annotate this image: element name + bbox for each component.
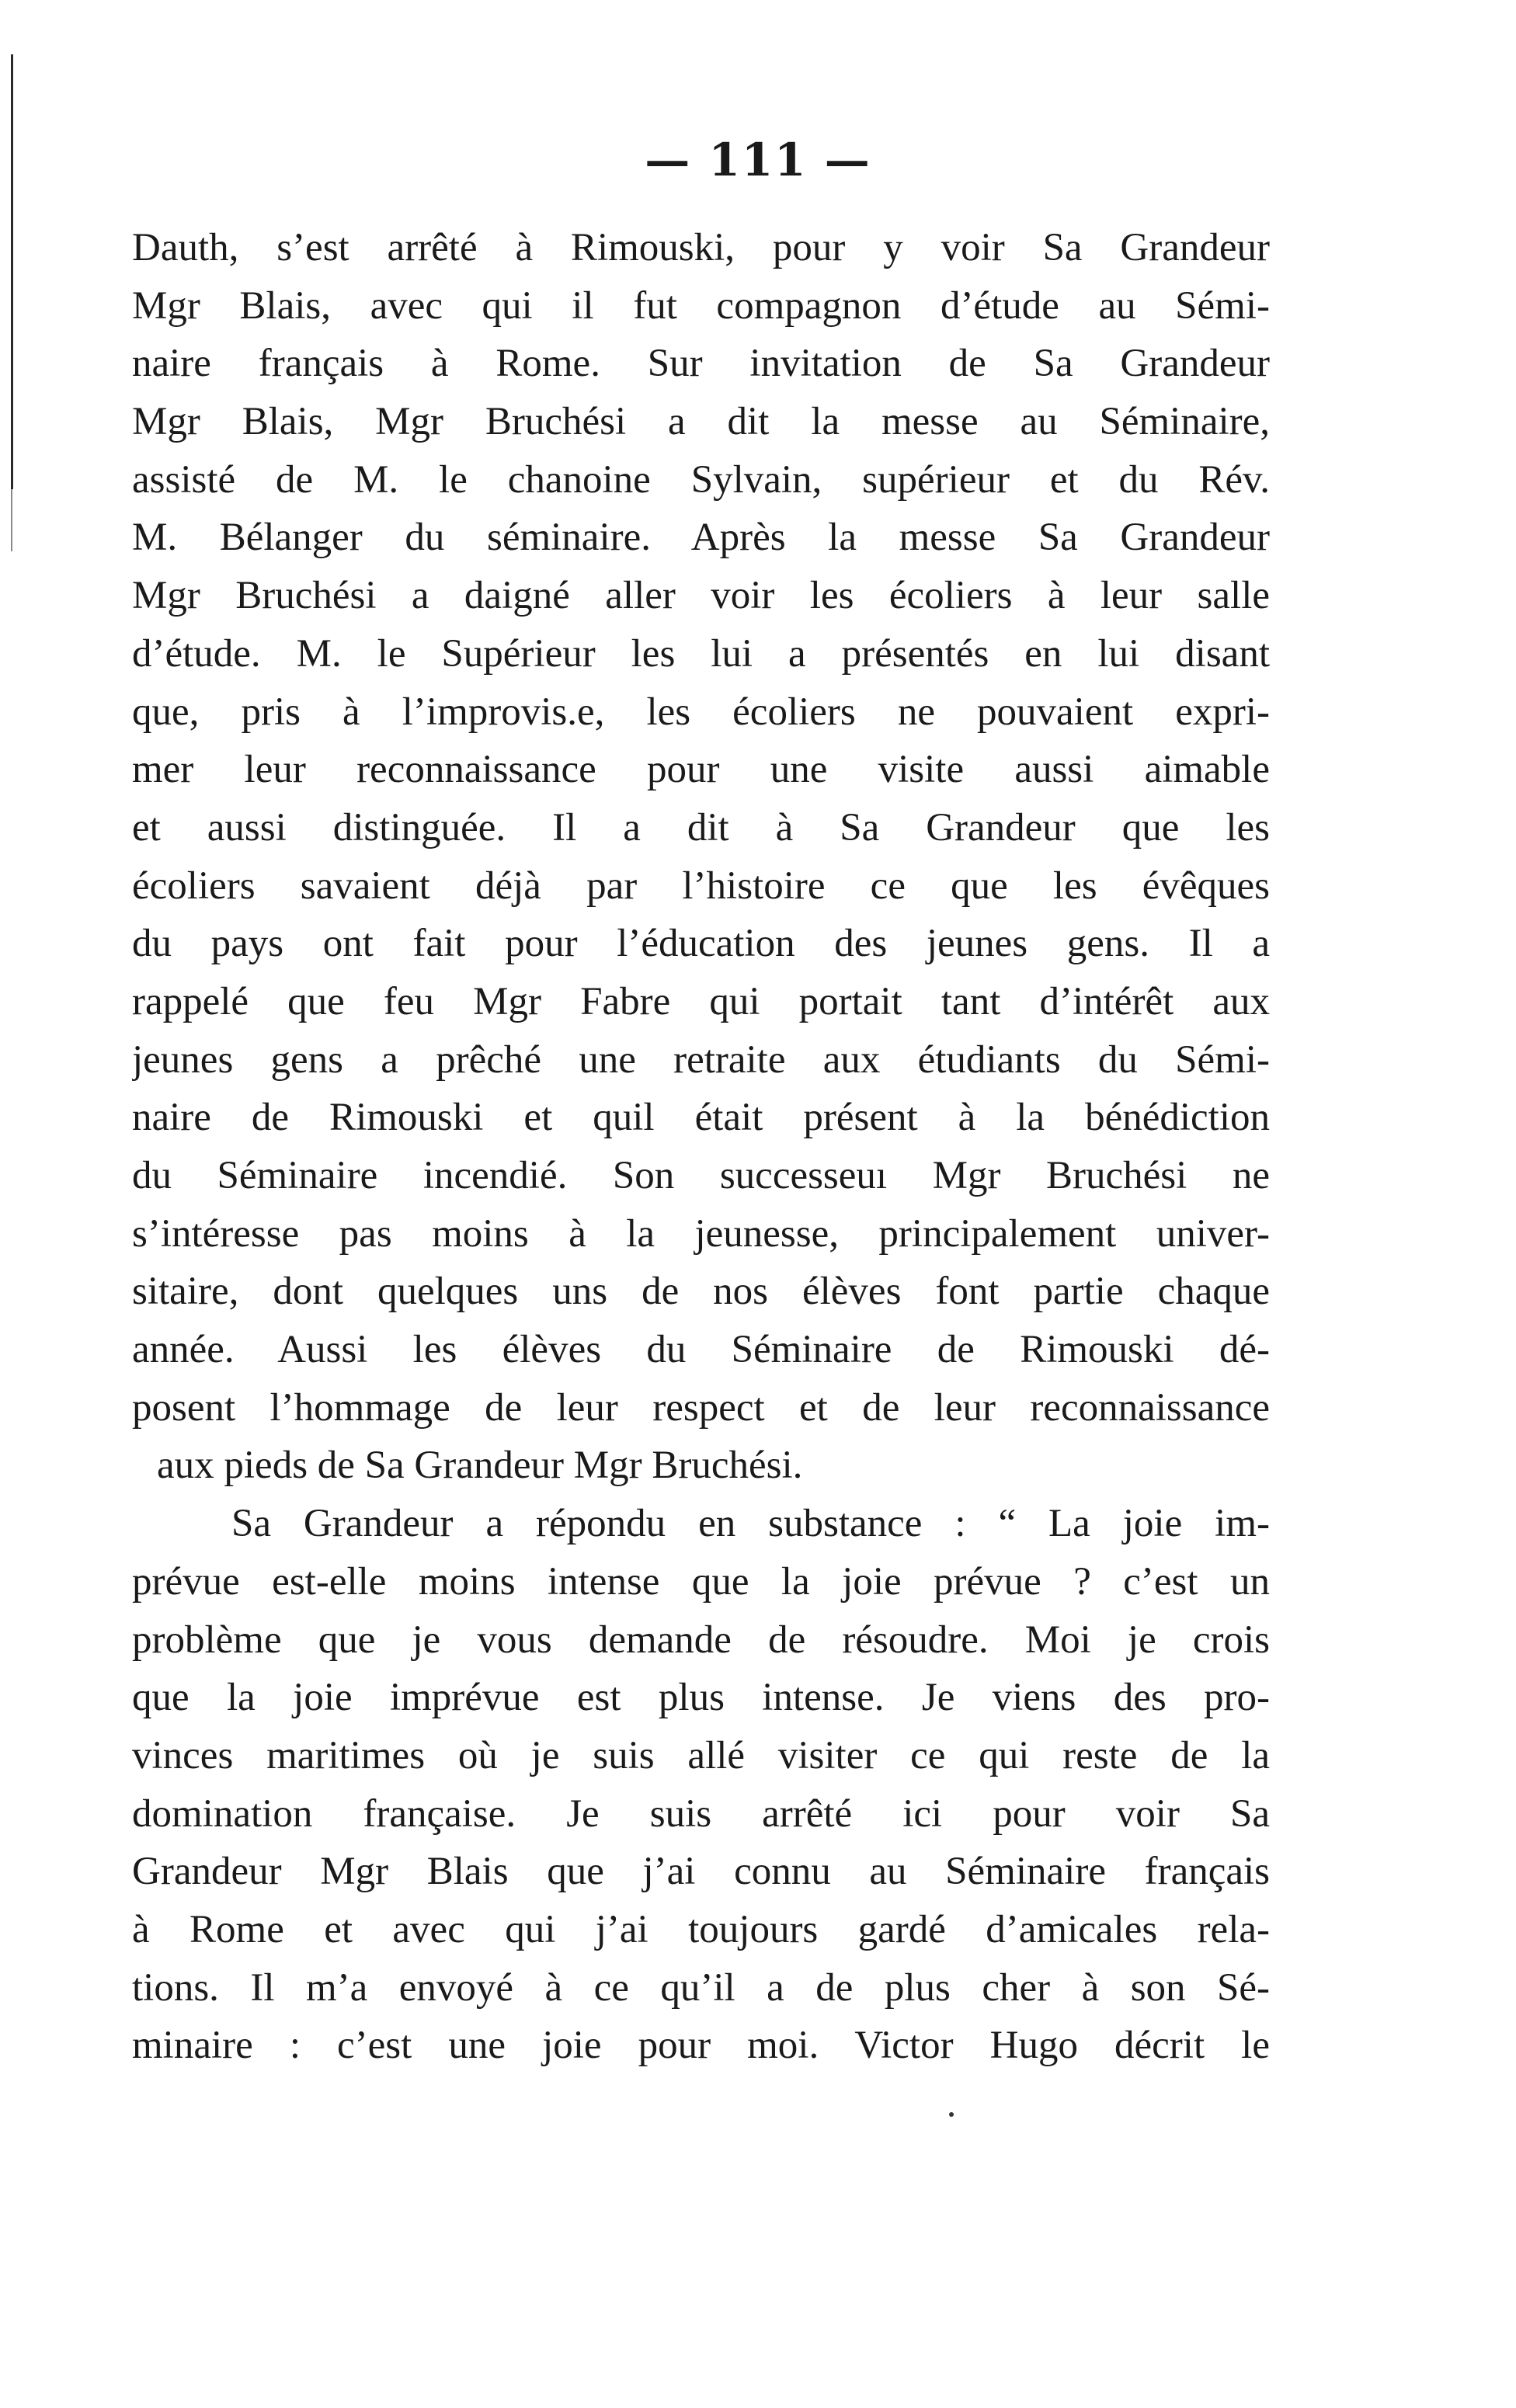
page-body	[132, 219, 1270, 2075]
text-line: naire français à Rome. Sur invitation de Sa Grandeur	[132, 342, 1270, 386]
text-line: M. Bélanger du séminaire. Après la messe Sa Grandeur	[132, 516, 1270, 560]
scan-edge-line-faint	[11, 489, 12, 551]
text-line: Mgr Blais, Mgr Bruchési a dit la messe au Séminaire,	[132, 400, 1270, 444]
text-line: Dauth, s’est arrêté à Rimouski, pour y voir Sa Grandeur	[132, 226, 1270, 269]
text-line: Sa Grandeur a répondu en substance : “ La joie im-	[231, 1502, 1270, 1546]
text-line: que, pris à l’improvis.e, les écoliers ne pouvaient expri-	[132, 690, 1270, 734]
text-line: et aussi distinguée. Il a dit à Sa Grandeur que les	[132, 805, 1270, 850]
text-line: Mgr Bruchési a daigné aller voir les écoliers à leur salle	[132, 574, 1270, 618]
ink-speck	[949, 2112, 954, 2117]
text-line: s’intéresse pas moins à la jeunesse, principalement univer-	[132, 1211, 1270, 1256]
text-line: aux pieds de Sa Grandeur Mgr Bruchési.	[157, 1444, 803, 1488]
text-line: tions. Il m’a envoyé à ce qu’il a de plus cher à son Sé-	[132, 1965, 1270, 2010]
text-line: à Rome et avec qui j’ai toujours gardé d’amicales rela-	[132, 1907, 1270, 1951]
text-line: du pays ont fait pour l’éducation des jeunes gens. Il a	[132, 922, 1270, 966]
text-line: Grandeur Mgr Blais que j’ai connu au Séminaire français	[132, 1850, 1270, 1894]
text-line: naire de Rimouski et quil était présent à la bénédiction	[132, 1096, 1270, 1140]
text-line: année. Aussi les élèves du Séminaire de Rimouski dé-	[132, 1328, 1270, 1372]
text-line: sitaire, dont quelques uns de nos élèves font partie chaque	[132, 1270, 1270, 1314]
text-line: jeunes gens a prêché une retraite aux étudiants du Sémi-	[132, 1037, 1270, 1082]
text-line: d’étude. M. le Supérieur les lui a présentés en lui disant	[132, 631, 1270, 676]
paragraph-1	[132, 219, 1270, 1495]
page-number: — 111 —	[645, 134, 871, 186]
scan-edge-line	[11, 54, 13, 489]
text-line: du Séminaire incendié. Son successeuı Mgr Bruchési ne	[132, 1154, 1270, 1197]
paragraph-2	[132, 1495, 1270, 2075]
text-line: rappelé que feu Mgr Fabre qui portait tant d’intérêt aux	[132, 979, 1270, 1023]
text-line: mer leur reconnaissance pour une visite aussi aimable	[132, 748, 1270, 792]
text-line: problème que je vous demande de résoudre. Moi je crois	[132, 1617, 1270, 1662]
text-line: minaire : c’est une joie pour moi. Victor Hugo décrit le	[132, 2024, 1270, 2068]
text-line: que la joie imprévue est plus intense. Je viens des pro-	[132, 1676, 1270, 1720]
text-line: prévue est-elle moins intense que la joie prévue ? c’est un	[132, 1559, 1270, 1604]
text-line: Mgr Blais, avec qui il fut compagnon d’étude au Sémi-	[132, 283, 1270, 328]
text-line: posent l’hommage de leur respect et de leur reconnaissance	[132, 1385, 1270, 1430]
text-line: écoliers savaient déjà par l’histoire ce que les évêques	[132, 863, 1270, 908]
text-line: assisté de M. le chanoine Sylvain, supérieur et du Rév.	[132, 457, 1270, 502]
text-line: vinces maritimes où je suis allé visiter ce qui reste de la	[132, 1733, 1270, 1777]
text-line: domination française. Je suis arrêté ici pour voir Sa	[132, 1791, 1270, 1836]
